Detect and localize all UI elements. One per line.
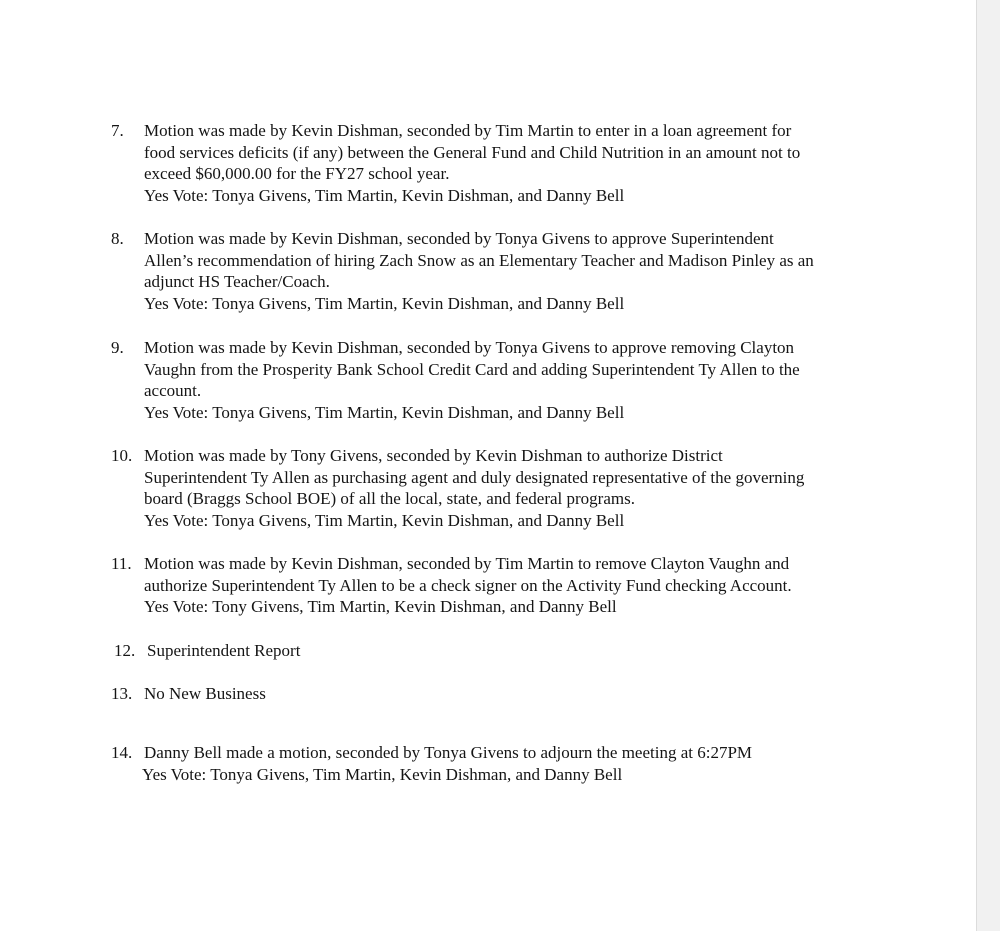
item-number: 14. — [111, 743, 133, 762]
vote-line: Yes Vote: Tony Givens, Tim Martin, Kevin Dishman, and Danny Bell — [144, 597, 617, 616]
item-text-line: authorize Superintendent Ty Allen to be a check signer on the Activity Fund checking Account. — [144, 575, 792, 595]
item-text-line: food services deficits (if any) between the General Fund and Child Nutrition in an amount not to — [144, 142, 801, 162]
item-text-line: account. — [144, 381, 202, 400]
item-text-line: Motion was made by Kevin Dishman, seconded by Tim Martin to enter in a loan agreement for — [144, 121, 792, 140]
item-text-line: Motion was made by Kevin Dishman, seconded by Tim Martin to remove Clayton Vaughn and — [144, 554, 790, 573]
item-text-line: No New Business — [144, 684, 266, 703]
item-number: 7. — [111, 121, 124, 140]
item-number: 9. — [111, 338, 124, 357]
item-text-line: Vaughn from the Prosperity Bank School Credit Card and adding Superintendent Ty Allen to the — [144, 359, 800, 379]
minutes-item-8 — [111, 228, 814, 314]
item-number: 10. — [111, 446, 133, 465]
minutes-item-7 — [111, 120, 801, 206]
item-text-line: adjunct HS Teacher/Coach. — [144, 272, 330, 291]
item-text-line: Superintendent Ty Allen as purchasing agent and duly designated representative of the governing — [144, 467, 805, 487]
minutes-item-12 — [114, 640, 301, 662]
vote-line: Yes Vote: Tonya Givens, Tim Martin, Kevin Dishman, and Danny Bell — [144, 293, 625, 313]
item-text-line: exceed $60,000.00 for the FY27 school year. — [144, 164, 450, 183]
vote-line: Yes Vote: Tonya Givens, Tim Martin, Kevin Dishman, and Danny Bell — [144, 510, 625, 530]
item-number: 11. — [111, 554, 132, 573]
item-text-line: board (Braggs School BOE) of all the local, state, and federal programs. — [144, 489, 635, 508]
minutes-item-13 — [111, 683, 266, 705]
item-text-line: Allen’s recommendation of hiring Zach Snow as an Elementary Teacher and Madison Pinley as an — [144, 250, 814, 270]
item-text-line: Motion was made by Kevin Dishman, seconded by Tonya Givens to approve Superintendent — [144, 229, 774, 248]
item-number: 12. — [114, 641, 136, 660]
minutes-item-11 — [111, 553, 792, 618]
item-number: 13. — [111, 684, 133, 703]
vote-line: Yes Vote: Tonya Givens, Tim Martin, Kevin Dishman, and Danny Bell — [144, 185, 625, 205]
vote-line: Yes Vote: Tonya Givens, Tim Martin, Kevin Dishman, and Danny Bell — [142, 764, 623, 784]
vote-line: Yes Vote: Tonya Givens, Tim Martin, Kevin Dishman, and Danny Bell — [144, 402, 625, 422]
item-text-line: Superintendent Report — [147, 641, 301, 660]
minutes-item-10 — [111, 445, 805, 531]
item-text-line: Danny Bell made a motion, seconded by Tonya Givens to adjourn the meeting at 6:27PM — [144, 743, 753, 762]
item-number: 8. — [111, 229, 124, 248]
minutes-item-14 — [111, 742, 753, 785]
item-text-line: Motion was made by Kevin Dishman, seconded by Tonya Givens to approve removing Clayton — [144, 338, 795, 357]
minutes-item-9 — [111, 337, 800, 423]
item-text-line: Motion was made by Tony Givens, seconded by Kevin Dishman to authorize District — [144, 446, 723, 465]
